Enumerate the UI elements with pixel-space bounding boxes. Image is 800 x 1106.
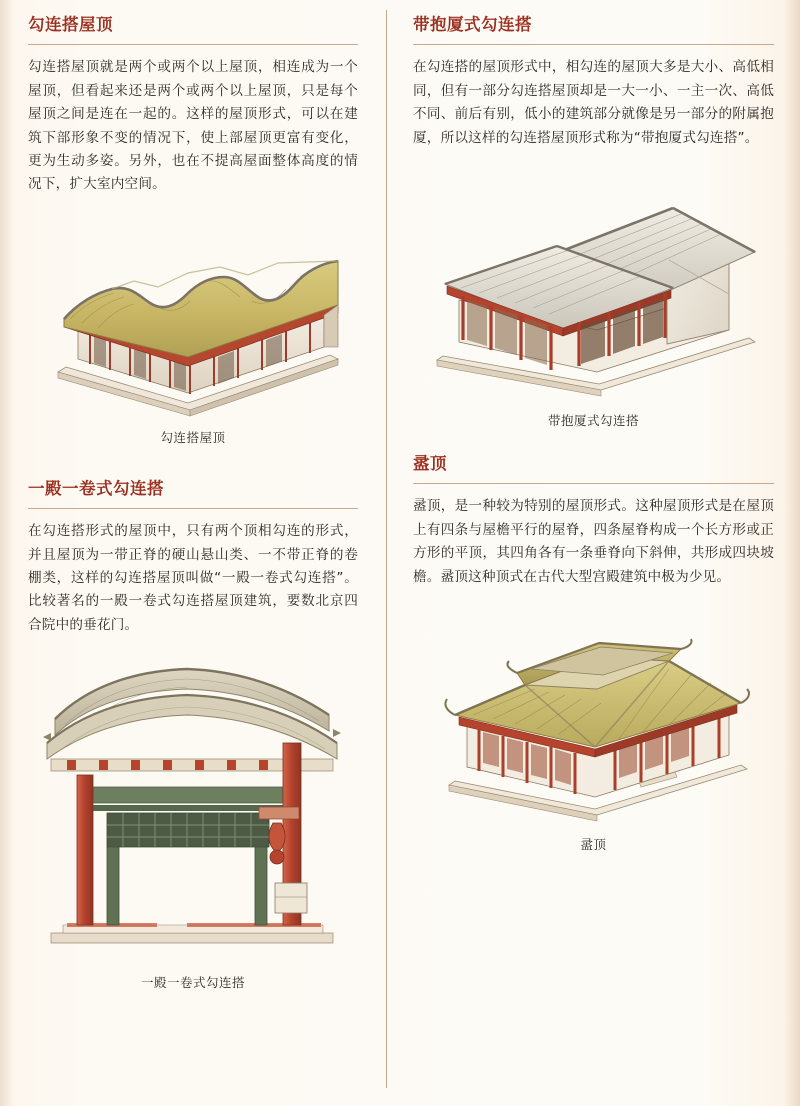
section-body-goulianda-roof: 勾连搭屋顶就是两个或两个以上屋顶，相连成为一个屋顶，但看起来还是两个或两个以上屋顶，只是每个屋顶之间是连在一起的。这样的屋顶形式，可以在建筑下部形象不变的情况下，使上部屋顶更富有变化，更为生动多姿。另外，也在不提高屋面整体高度的情况下，扩大室内空间。 [28, 59, 358, 193]
title-rule-2 [28, 508, 358, 509]
figure-goulianda-roof [28, 207, 358, 446]
figure-caption-baosha: 带抱厦式勾连搭 [547, 412, 639, 428]
title-rule [28, 44, 358, 45]
title-rule-4 [413, 483, 774, 484]
right-column [387, 0, 800, 1106]
figure-caption-goulianda-roof: 勾连搭屋顶 [160, 429, 226, 445]
figure-luding [413, 599, 774, 853]
figure-baosha [413, 160, 774, 429]
section-body-luding: 盝顶，是一种较为特别的屋顶形式。这种屋顶形式是在屋顶上有四条与屋檐平行的屋脊，四条屋脊构成一个长方形或正方形的平顶，其四角各有一条垂脊向下斜伸，共形成四块坡檐。盝顶这种顶式在古代大型宫殿建筑中极为少见。 [413, 498, 774, 585]
section-title-baosha: 带抱厦式勾连搭 [413, 15, 532, 34]
luding-roof-illustration [429, 599, 759, 829]
section-title-luding: 盝顶 [413, 453, 447, 473]
yidian-yijuan-gateway-illustration [37, 647, 349, 967]
title-rule-3 [413, 44, 774, 45]
gou-lian-da-roof-illustration [38, 207, 348, 422]
section-body-yidian-yijuan: 在勾连搭形式的屋顶中，只有两个顶相勾连的形式，并且屋顶为一带正脊的硬山悬山类、一不带正脊的卷棚类，这样的勾连搭屋顶叫做“一殿一卷式勾连搭”。比较著名的一殿一卷式勾连搭屋顶建筑，要数北京四合院中的垂花门。 [28, 523, 358, 633]
section-title-goulianda-roof: 勾连搭屋顶 [28, 15, 113, 34]
figure-caption-luding: 盝顶 [580, 836, 607, 852]
figure-caption-yidian-yijuan: 一殿一卷式勾连搭 [140, 975, 245, 990]
section-title-yidian-yijuan: 一殿一卷式勾连搭 [28, 478, 164, 498]
baosha-gou-lian-da-illustration [429, 160, 759, 405]
figure-yidian-yijuan [28, 647, 358, 991]
section-body-baosha: 在勾连搭的屋顶形式中，相勾连的屋顶大多是大小、高低相同，但有一部分勾连搭屋顶却是一大一小、一主一次、高低不同、前后有别，低小的建筑部分就像是另一部分的附属抱厦，所以这样的勾连搭屋顶形式称为“带抱厦式勾连搭”。 [413, 59, 774, 146]
left-column [0, 0, 386, 1106]
